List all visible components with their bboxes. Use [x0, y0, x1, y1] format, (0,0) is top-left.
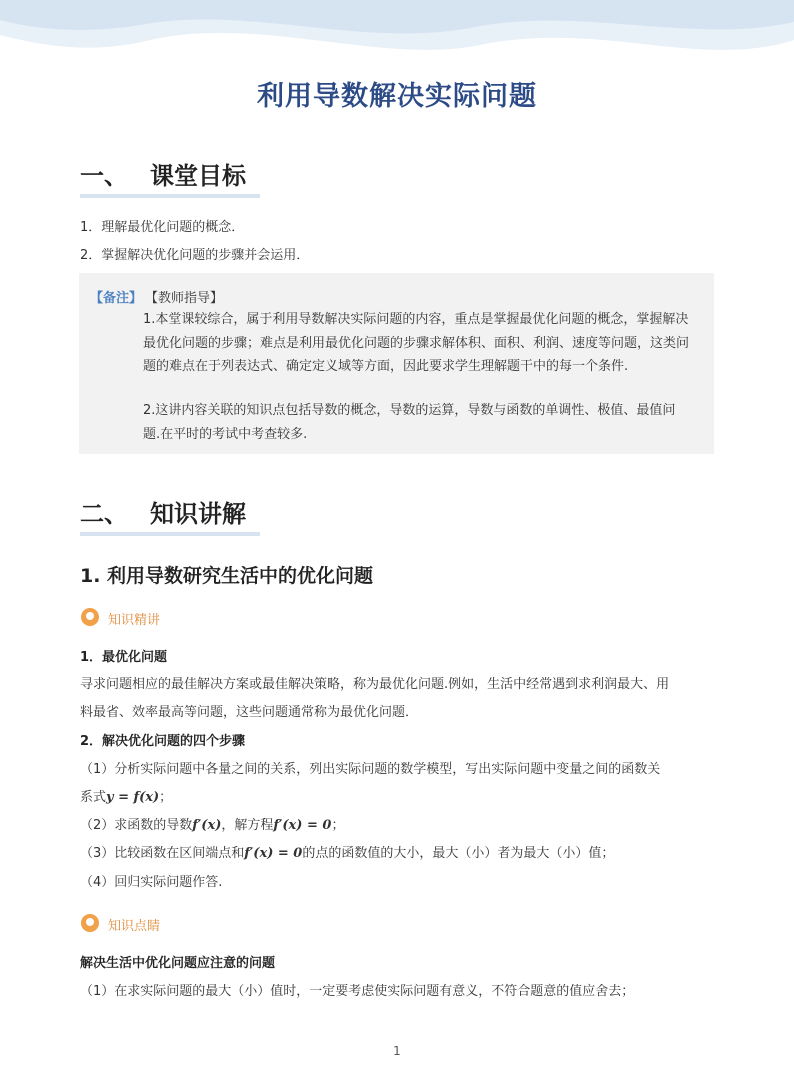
step-text-part: ； [331, 818, 345, 833]
goal-item: 2．掌握解决优化问题的步骤并会运用． [80, 248, 310, 263]
section-number: 一、 [80, 162, 128, 190]
step-text-part: （3）比较函数在区间端点和 [80, 846, 245, 861]
step-text-part: （2）求函数的导数 [80, 818, 193, 833]
note-paragraph: 1.本堂课较综合，属于利用导数解决实际问题的内容，重点是掌握最优化问题的概念，掌握解决最优化问题的步骤；难点是利用最优化问题的步骤求解体积、面积、利润、速度等问题，这类问题的难点在于列表达式、确定定义域等方面，因此要求学生理解题干中的每一个条件. [143, 312, 690, 374]
step-text-part: ，解方程 [221, 818, 274, 833]
note-heading: 【教师指导】 [145, 291, 224, 306]
body-text: 寻求问题相应的最佳解决方案或最佳解决策略，称为最优化问题.例如，生活中经常遇到求利润最大、用 [80, 677, 670, 692]
formula: f′(x) [192, 818, 222, 833]
section-underline [80, 194, 260, 198]
step-text-part: ； [159, 790, 173, 805]
step-text-part: 系式 [80, 790, 107, 805]
topic-heading: 2．解决优化问题的四个步骤 [80, 734, 246, 749]
section-underline [80, 532, 260, 536]
body-text: （1）在求实际问题的最大（小）值时，一定要考虑使实际问题有意义，不符合题意的值应舍去； [80, 984, 635, 999]
formula: f′(x) = 0 [244, 846, 303, 861]
knowledge-label: 知识精讲 [108, 613, 161, 628]
note-tag: 【备注】 [90, 291, 143, 306]
step-text [80, 842, 614, 861]
formula: y = f(x) [106, 790, 160, 805]
header-wave-decoration [0, 0, 794, 70]
subsection-heading: 1. 利用导数研究生活中的优化问题 [80, 565, 374, 587]
step-text-part: 的点的函数值的大小，最大（小）者为最大（小）值； [302, 846, 615, 861]
note-paragraph: 2.这讲内容关联的知识点包括导数的概念，导数的运算，导数与函数的单调性、极值、最值问题.在平时的考试中考查较多. [143, 403, 676, 442]
formula: f′(x) = 0 [273, 818, 332, 833]
goal-item: 1．理解最优化问题的概念． [80, 220, 245, 235]
section-heading-knowledge [80, 494, 246, 529]
topic-heading: 解决生活中优化问题应注意的问题 [80, 956, 276, 971]
section-title: 知识讲解 [150, 500, 246, 528]
step-text: （1）分析实际问题中各量之间的关系，列出实际问题的数学模型，写出实际问题中变量之间的函数关 [80, 762, 661, 777]
lightbulb-icon [81, 608, 99, 626]
topic-heading: 1．最优化问题 [80, 650, 168, 665]
page-number: 1 [393, 1044, 401, 1058]
section-title: 课堂目标 [150, 162, 246, 190]
tips-label: 知识点睛 [108, 919, 161, 934]
step-text [80, 786, 172, 805]
document-title: 利用导数解决实际问题 [257, 81, 537, 112]
section-number: 二、 [80, 500, 128, 528]
section-heading-goals [80, 156, 246, 191]
step-text: （4）回归实际问题作答. [80, 875, 223, 890]
body-text: 料最省、效率最高等问题，这些问题通常称为最优化问题． [80, 705, 419, 720]
lightbulb-icon [81, 914, 99, 932]
step-text [80, 814, 344, 833]
